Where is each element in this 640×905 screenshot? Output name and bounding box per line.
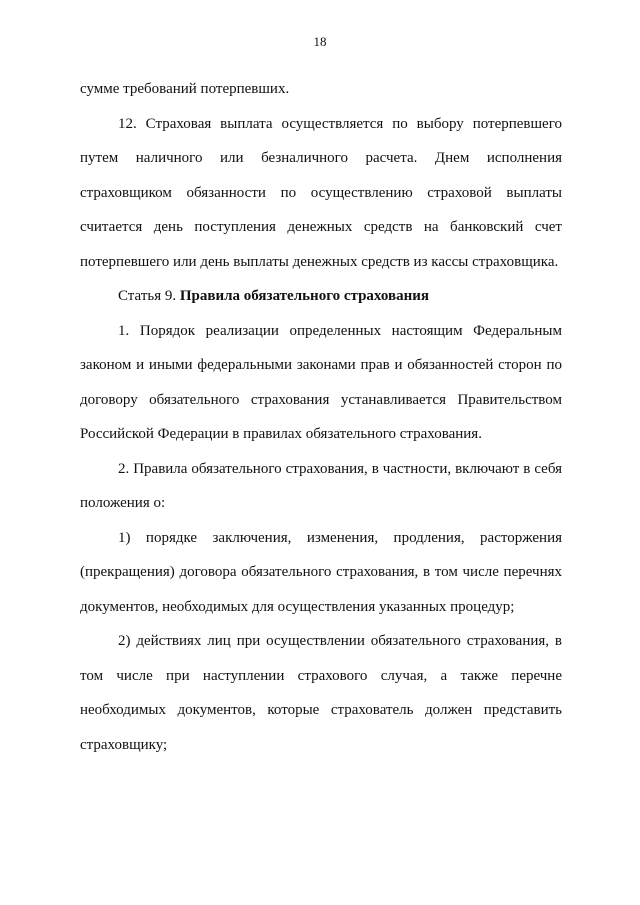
- article-title: Правила обязательного страхования: [179, 288, 429, 304]
- page-number: 18: [313, 34, 327, 49]
- document-body: [80, 72, 562, 762]
- paragraph-item-2: 2. Правила обязательного страхования, в частности, включают в себя положения о:: [80, 460, 562, 511]
- list-item-2: 2) действиях лиц при осуществлении обязательного страхования, в том числе при наступлении страхового случая, а также перечне необходимых документов, которые страхователь должен представить страховщику;: [80, 633, 562, 753]
- paragraph-item-1: 1. Порядок реализации определенных настоящим Федеральным законом и иными федеральными законами прав и обязанностей сторон по договору обязательного страхования устанавливается Правительством Российской Федерации в правилах обязательного страхования.: [80, 322, 562, 442]
- list-item-1: 1) порядке заключения, изменения, продления, расторжения (прекращения) договора обязательного страхования, в том числе перечнях документов, необходимых для осуществления указанных процедур;: [80, 529, 562, 615]
- article-number: Статья 9.: [118, 288, 177, 304]
- article-heading: [80, 279, 562, 314]
- paragraph-item-12: 12. Страховая выплата осуществляется по выбору потерпевшего путем наличного или безналичного расчета. Днем исполнения страховщиком обязанности по осуществлению страховой выплаты считается день поступления денежных средств на банковский счет потерпевшего или день выплаты денежных средств из кассы страховщика.: [80, 115, 562, 270]
- paragraph-continuation: сумме требований потерпевших.: [80, 81, 290, 97]
